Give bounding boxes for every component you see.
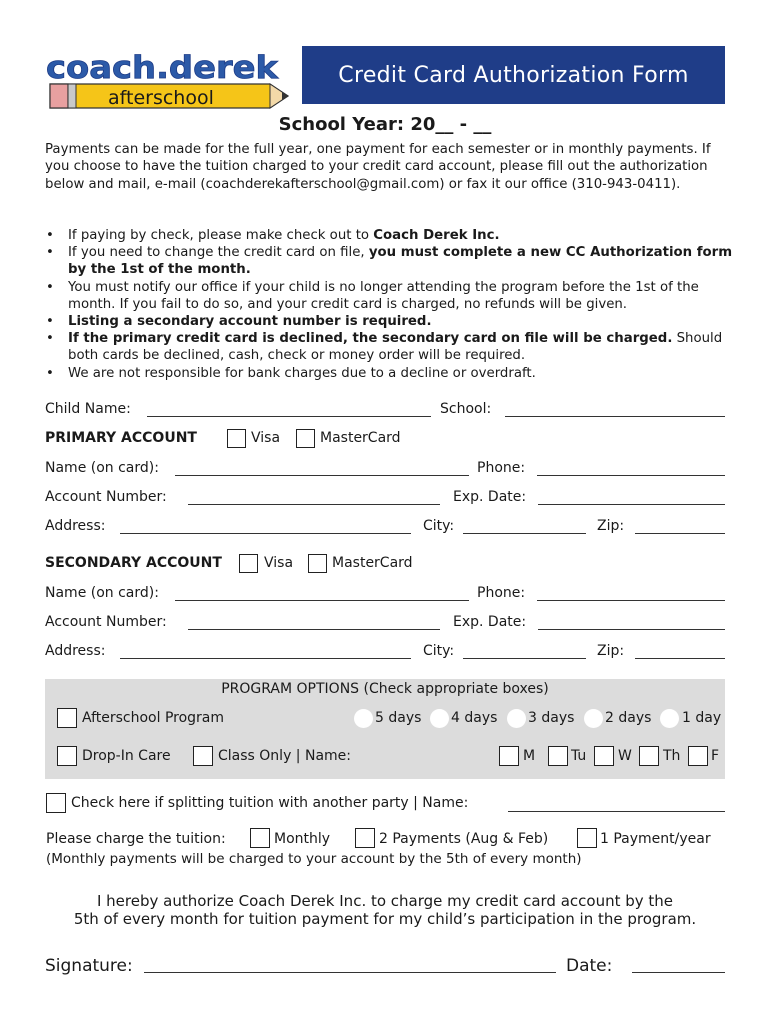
svg-text:afterschool: afterschool [108, 87, 214, 109]
afterschool-program-checkbox[interactable] [57, 708, 77, 728]
secondary-phone-field[interactable] [537, 600, 725, 601]
days-5-label: 5 days [375, 710, 422, 726]
primary-city-label: City: [423, 518, 455, 534]
weekday-f-checkbox[interactable] [688, 746, 708, 766]
primary-zip-field[interactable] [635, 533, 725, 534]
primary-phone-field[interactable] [537, 475, 725, 476]
charge-note: (Monthly payments will be charged to your account by the 5th of every month) [46, 851, 582, 867]
primary-city-field[interactable] [463, 533, 586, 534]
secondary-zip-label: Zip: [597, 643, 625, 659]
days-2-label: 2 days [605, 710, 652, 726]
split-tuition-label: Check here if splitting tuition with another party | Name: [71, 795, 469, 811]
days-1-label: 1 day [682, 710, 722, 726]
split-tuition-checkbox[interactable] [46, 793, 66, 813]
primary-name-label: Name (on card): [45, 460, 159, 476]
list-item: • We are not responsible for bank charges due to a decline or overdraft. [46, 365, 536, 381]
secondary-mastercard-label: MasterCard [332, 555, 413, 571]
primary-account-label: PRIMARY ACCOUNT [45, 430, 197, 446]
weekday-m-checkbox[interactable] [499, 746, 519, 766]
policy-list [45, 227, 735, 382]
list-item: • If the primary credit card is declined, the secondary card on file will be charged. Should both cards be declined, cash, check or money order will be required. [46, 331, 723, 364]
school-field[interactable] [505, 416, 725, 417]
secondary-mastercard-checkbox[interactable] [308, 554, 327, 573]
weekday-tu-label: Tu [571, 748, 587, 764]
secondary-exp-label: Exp. Date: [453, 614, 527, 630]
secondary-visa-label: Visa [264, 555, 294, 571]
class-only-checkbox[interactable] [193, 746, 213, 766]
charge-monthly-checkbox[interactable] [250, 828, 270, 848]
list-item: • You must notify our office if your child is no longer attending the program before the 1st of the month. If you fail to do so, and your credit card is charged, no refunds will be given. [46, 279, 699, 312]
afterschool-program-label: Afterschool Program [82, 710, 225, 726]
secondary-address-field[interactable] [120, 658, 411, 659]
weekday-w-checkbox[interactable] [594, 746, 614, 766]
secondary-account-number-label: Account Number: [45, 614, 167, 630]
days-5-radio[interactable] [354, 709, 373, 728]
charge-two-payments-checkbox[interactable] [355, 828, 375, 848]
coach-derek-logo [44, 48, 290, 110]
weekday-th-label: Th [663, 748, 681, 764]
primary-visa-label: Visa [251, 430, 281, 446]
signature-label: Signature: [45, 956, 133, 976]
split-tuition-name-field[interactable] [508, 811, 725, 812]
weekday-m-label: M [523, 748, 536, 764]
days-4-radio[interactable] [430, 709, 449, 728]
drop-in-care-checkbox[interactable] [57, 746, 77, 766]
weekday-th-checkbox[interactable] [639, 746, 659, 766]
primary-exp-label: Exp. Date: [453, 489, 527, 505]
signature-field[interactable] [144, 972, 556, 973]
charge-one-payment-label: 1 Payment/year [600, 831, 711, 847]
list-item: • If paying by check, please make check out to Coach Derek Inc. [46, 228, 500, 243]
primary-phone-label: Phone: [477, 460, 526, 476]
days-4-label: 4 days [451, 710, 498, 726]
authorization-line-2: 5th of every month for tuition payment for my child’s participation in the program. [73, 910, 697, 928]
secondary-name-label: Name (on card): [45, 585, 159, 601]
child-name-field[interactable] [147, 416, 431, 417]
secondary-visa-checkbox[interactable] [239, 554, 258, 573]
primary-address-label: Address: [45, 518, 106, 534]
school-year: School Year: 20__ - __ [278, 114, 492, 135]
weekday-tu-checkbox[interactable] [548, 746, 568, 766]
primary-zip-label: Zip: [597, 518, 625, 534]
secondary-account-label: SECONDARY ACCOUNT [45, 555, 222, 571]
form-title-banner [302, 46, 725, 104]
secondary-address-label: Address: [45, 643, 106, 659]
secondary-phone-label: Phone: [477, 585, 526, 601]
secondary-zip-field[interactable] [635, 658, 725, 659]
secondary-city-label: City: [423, 643, 455, 659]
primary-visa-checkbox[interactable] [227, 429, 246, 448]
days-2-radio[interactable] [584, 709, 603, 728]
secondary-city-field[interactable] [463, 658, 586, 659]
days-3-radio[interactable] [507, 709, 526, 728]
days-1-radio[interactable] [660, 709, 679, 728]
list-item: • If you need to change the credit card on file, you must complete a new CC Authorization form by the 1st of the month. [46, 245, 733, 278]
primary-exp-field[interactable] [538, 504, 725, 505]
secondary-exp-field[interactable] [538, 629, 725, 630]
list-item: • Listing a secondary account number is required. [46, 314, 432, 330]
primary-mastercard-label: MasterCard [320, 430, 401, 446]
form-title: Credit Card Authorization Form [338, 62, 689, 88]
class-only-label: Class Only | Name: [218, 748, 351, 764]
date-field[interactable] [632, 972, 725, 973]
secondary-name-field[interactable] [175, 600, 469, 601]
charge-two-payments-label: 2 Payments (Aug & Feb) [379, 831, 549, 847]
primary-mastercard-checkbox[interactable] [296, 429, 315, 448]
primary-account-number-field[interactable] [188, 504, 440, 505]
intro-paragraph: Payments can be made for the full year, one payment for each semester or in monthly payments. If you choose to have the tuition charged to your credit card account, please fill out the authorization below and mail, e-mail (coachderekafterschool@gmail.com) or fax it our office (310-943-0411). [45, 142, 711, 192]
weekday-f-label: F [711, 748, 720, 764]
drop-in-care-label: Drop-In Care [82, 748, 171, 764]
primary-account-number-label: Account Number: [45, 489, 167, 505]
program-options-heading: PROGRAM OPTIONS (Check appropriate boxes) [221, 681, 549, 697]
authorization-line-1: I hereby authorize Coach Derek Inc. to charge my credit card account by the [96, 892, 674, 910]
charge-one-payment-checkbox[interactable] [577, 828, 597, 848]
svg-text:coach.derek: coach.derek [46, 50, 280, 86]
weekday-w-label: W [618, 748, 632, 764]
child-name-label: Child Name: [45, 401, 131, 417]
charge-label: Please charge the tuition: [46, 831, 226, 847]
charge-monthly-label: Monthly [274, 831, 331, 847]
days-3-label: 3 days [528, 710, 575, 726]
school-label: School: [440, 401, 492, 417]
primary-name-field[interactable] [175, 475, 469, 476]
primary-address-field[interactable] [120, 533, 411, 534]
secondary-account-number-field[interactable] [188, 629, 440, 630]
date-label: Date: [566, 956, 613, 976]
